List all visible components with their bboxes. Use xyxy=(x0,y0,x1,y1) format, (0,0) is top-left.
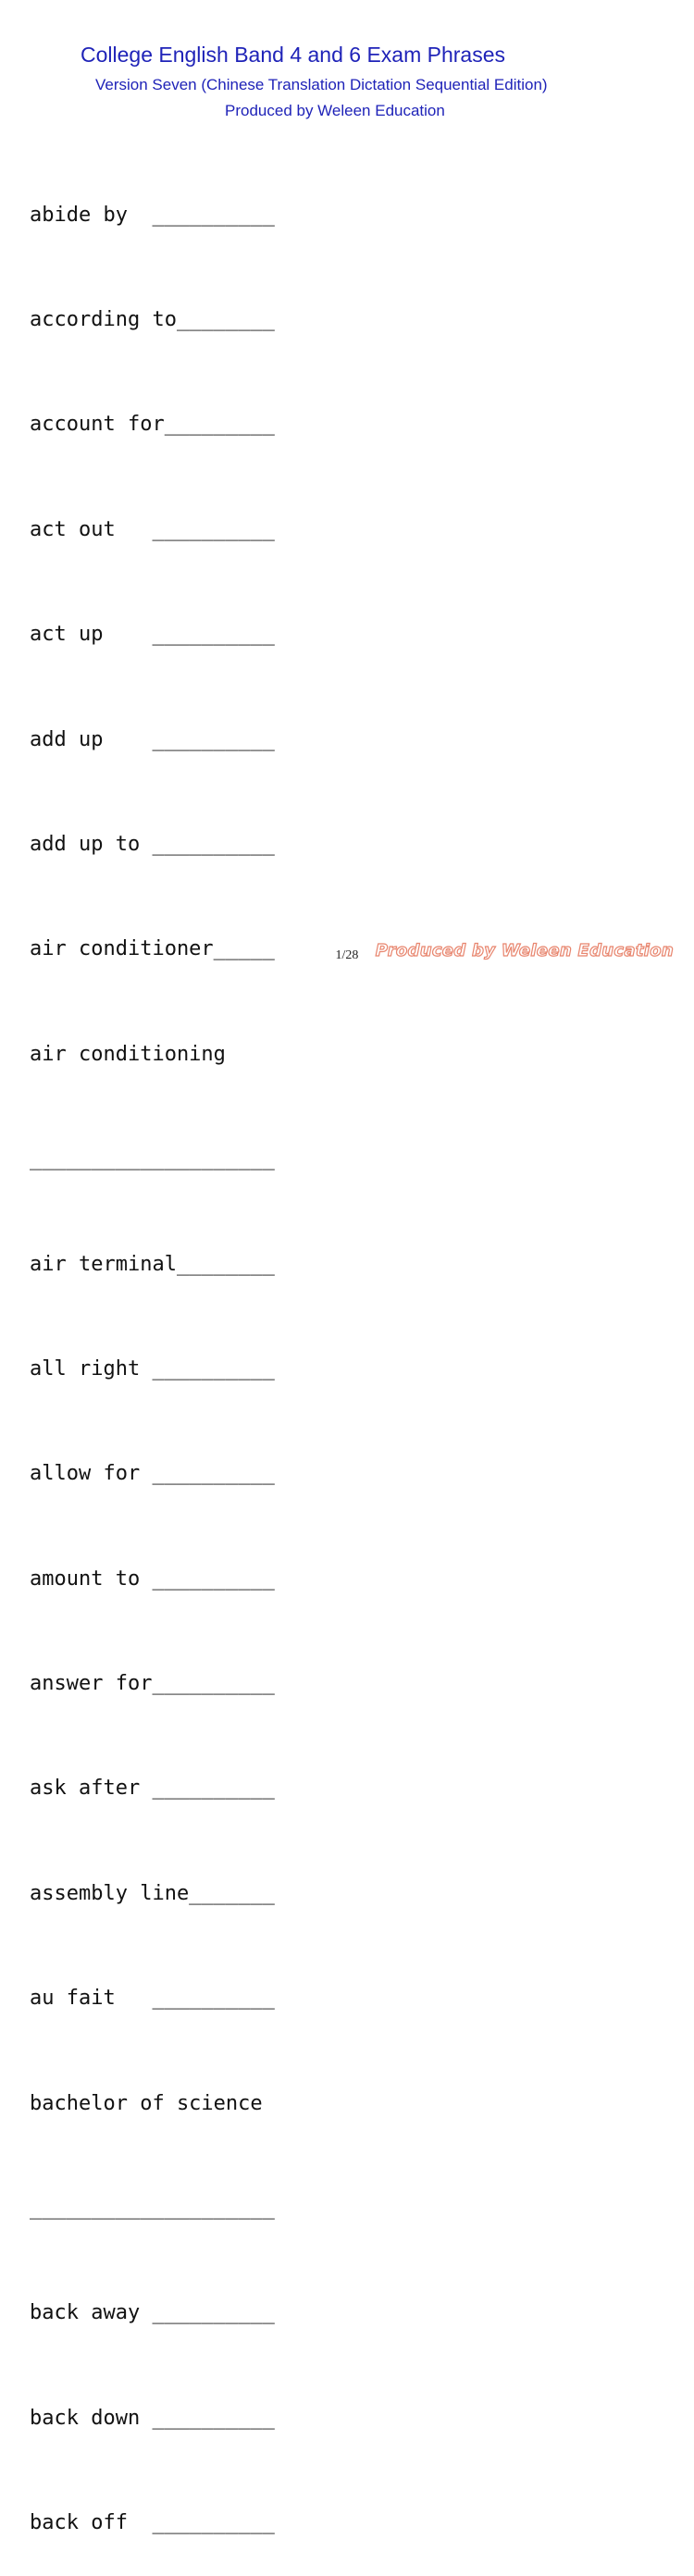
producer-line: Produced by Weleen Education xyxy=(225,102,445,119)
phrase-item: back down __________ xyxy=(30,2406,275,2430)
phrase-item: au fait __________ xyxy=(30,1987,275,2011)
phrase-list xyxy=(30,128,275,2576)
phrase-item: air conditioning xyxy=(30,1042,226,1066)
phrase-item: air conditioner_____ xyxy=(30,937,275,961)
page-number: 1/28 xyxy=(335,948,359,962)
phrase-item: back off __________ xyxy=(30,2511,275,2535)
phrase-item: act out __________ xyxy=(30,517,275,541)
phrase-item: air terminal________ xyxy=(30,1252,275,1276)
phrase-item: add up to __________ xyxy=(30,832,275,856)
watermark: Produced by Weleen Education xyxy=(375,941,674,960)
page-subtitle: Version Seven (Chinese Translation Dictation Sequential Edition) xyxy=(95,76,548,93)
phrase-item: ____________________ xyxy=(30,2197,275,2221)
phrase-item: ask after __________ xyxy=(30,1777,275,1801)
phrase-item: all right __________ xyxy=(30,1356,275,1381)
phrase-item: account for_________ xyxy=(30,413,275,437)
phrase-item: abide by __________ xyxy=(30,203,275,227)
phrase-item: bachelor of science xyxy=(30,2091,263,2115)
phrase-item: according to________ xyxy=(30,307,275,331)
phrase-item: ____________________ xyxy=(30,1147,275,1171)
phrase-item: answer for__________ xyxy=(30,1672,275,1696)
phrase-item: assembly line_______ xyxy=(30,1881,275,1905)
phrase-item: amount to __________ xyxy=(30,1567,275,1591)
page-title: College English Band 4 and 6 Exam Phrases xyxy=(81,43,506,67)
phrase-item: back away __________ xyxy=(30,2301,275,2325)
phrase-item: allow for __________ xyxy=(30,1462,275,1486)
phrase-item: add up __________ xyxy=(30,727,275,751)
phrase-item: act up __________ xyxy=(30,623,275,647)
